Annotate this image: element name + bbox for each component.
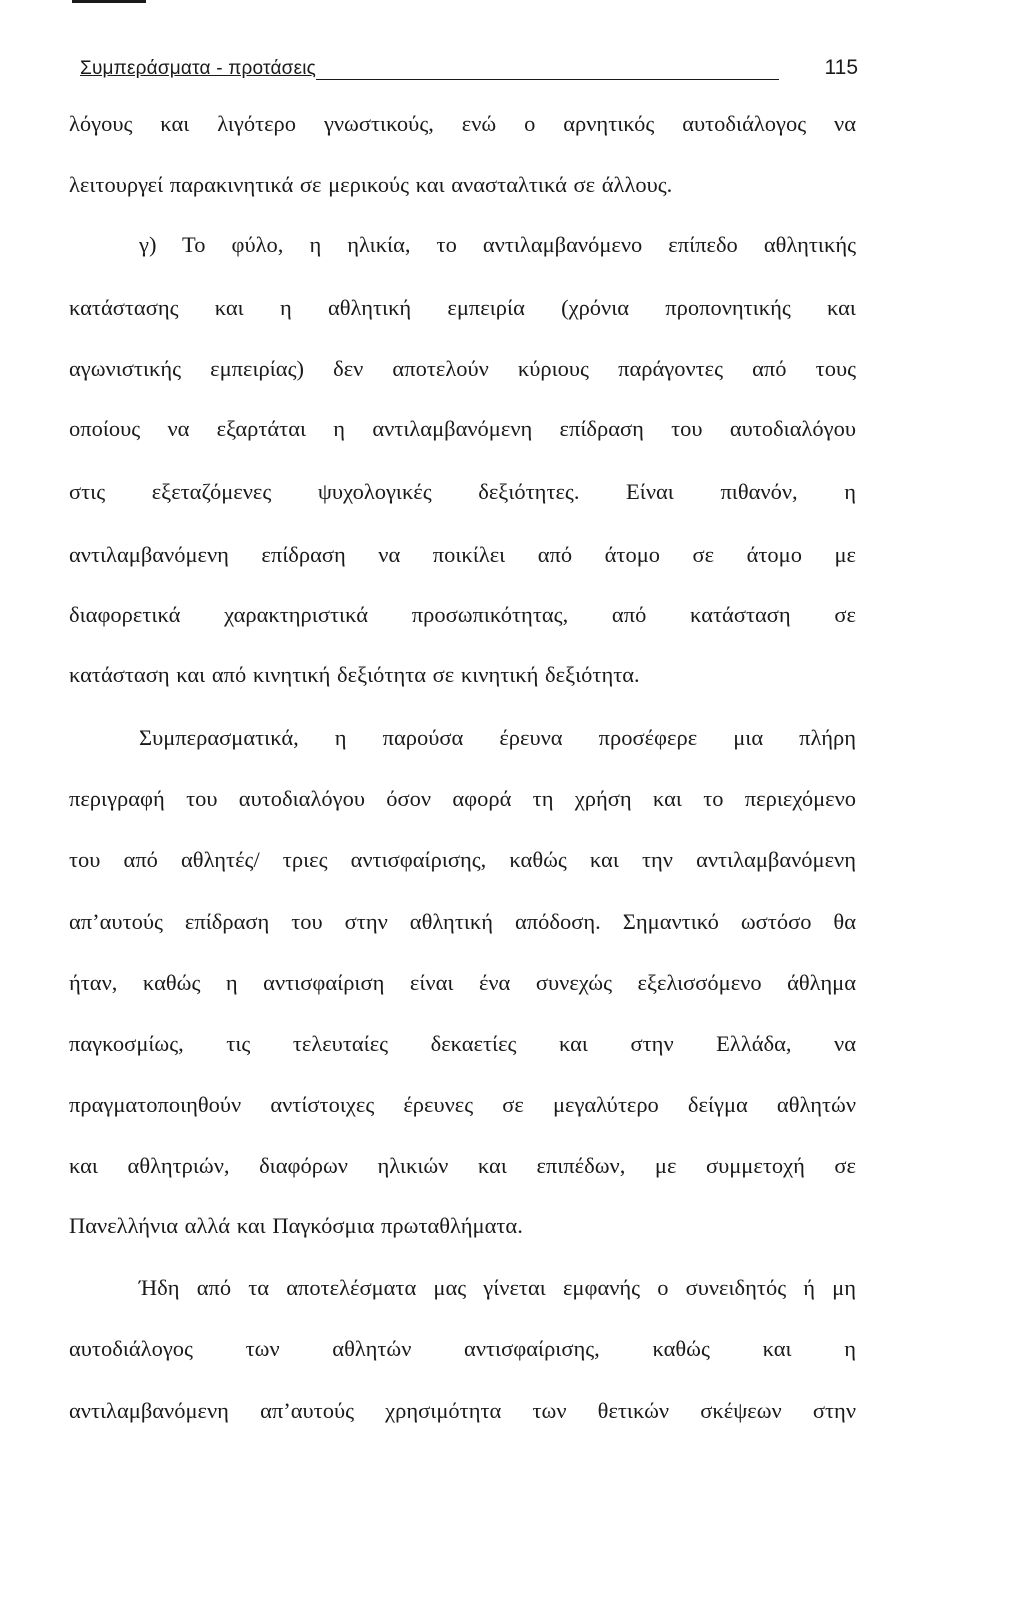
text-line: και αθλητριών, διαφόρων ηλικιών και επιπέδων, με συμμετοχή σε <box>69 1153 856 1178</box>
text-line: ήταν, καθώς η αντισφαίριση είναι ένα συνεχώς εξελισσόμενο άθλημα <box>69 970 856 995</box>
top-rule <box>72 0 146 3</box>
text-line: πραγματοποιηθούν αντίστοιχες έρευνες σε μεγαλύτερο δείγμα αθλητών <box>69 1092 856 1117</box>
page-number: 115 <box>824 56 858 79</box>
text-line: αγωνιστικής εμπειρίας) δεν αποτελούν κύριους παράγοντες από τους <box>69 356 856 381</box>
text-line: διαφορετικά χαρακτηριστικά προσωπικότητας, από κατάσταση σε <box>69 602 856 627</box>
running-header <box>80 58 858 88</box>
text-line: παγκοσμίως, τις τελευταίες δεκαετίες και στην Ελλάδα, να <box>69 1031 856 1056</box>
text-line: οποίους να εξαρτάται η αντιλαμβανόμενη επίδραση του αυτοδιαλόγου <box>69 416 856 441</box>
text-line: λειτουργεί παρακινητικά σε μερικούς και ανασταλτικά σε άλλους. <box>69 172 673 197</box>
text-line: λόγους και λιγότερο γνωστικούς, ενώ ο αρνητικός αυτοδιάλογος να <box>69 111 856 136</box>
text-line: Συμπερασματικά, η παρούσα έρευνα προσέφερε μια πλήρη <box>139 725 856 750</box>
header-rule <box>316 79 779 80</box>
section-title: Συμπεράσματα - προτάσεις <box>80 58 317 79</box>
text-line: γ) Το φύλο, η ηλικία, το αντιλαμβανόμενο επίπεδο αθλητικής <box>139 232 856 257</box>
text-line: Πανελλήνια αλλά και Παγκόσμια πρωταθλήματα. <box>69 1213 523 1238</box>
text-line: περιγραφή του αυτοδιαλόγου όσον αφορά τη χρήση και το περιεχόμενο <box>69 786 856 811</box>
text-line: Ήδη από τα αποτελέσματα μας γίνεται εμφανής ο συνειδητός ή μη <box>139 1275 856 1300</box>
text-line: κατάστασης και η αθλητική εμπειρία (χρόνια προπονητικής και <box>69 295 856 320</box>
text-line: του από αθλητές/ τριες αντισφαίρισης, καθώς και την αντιλαμβανόμενη <box>69 847 856 872</box>
text-line: απ’αυτούς επίδραση του στην αθλητική απόδοση. Σημαντικό ωστόσο θα <box>69 909 856 934</box>
text-line: αντιλαμβανόμενη απ’αυτούς χρησιμότητα των θετικών σκέψεων στην <box>69 1398 856 1423</box>
text-line: αντιλαμβανόμενη επίδραση να ποικίλει από άτομο σε άτομο με <box>69 542 856 567</box>
text-line: αυτοδιάλογος των αθλητών αντισφαίρισης, καθώς και η <box>69 1336 856 1361</box>
text-line: κατάσταση και από κινητική δεξιότητα σε κινητική δεξιότητα. <box>69 662 640 687</box>
text-line: στις εξεταζόμενες ψυχολογικές δεξιότητες. Είναι πιθανόν, η <box>69 479 856 504</box>
